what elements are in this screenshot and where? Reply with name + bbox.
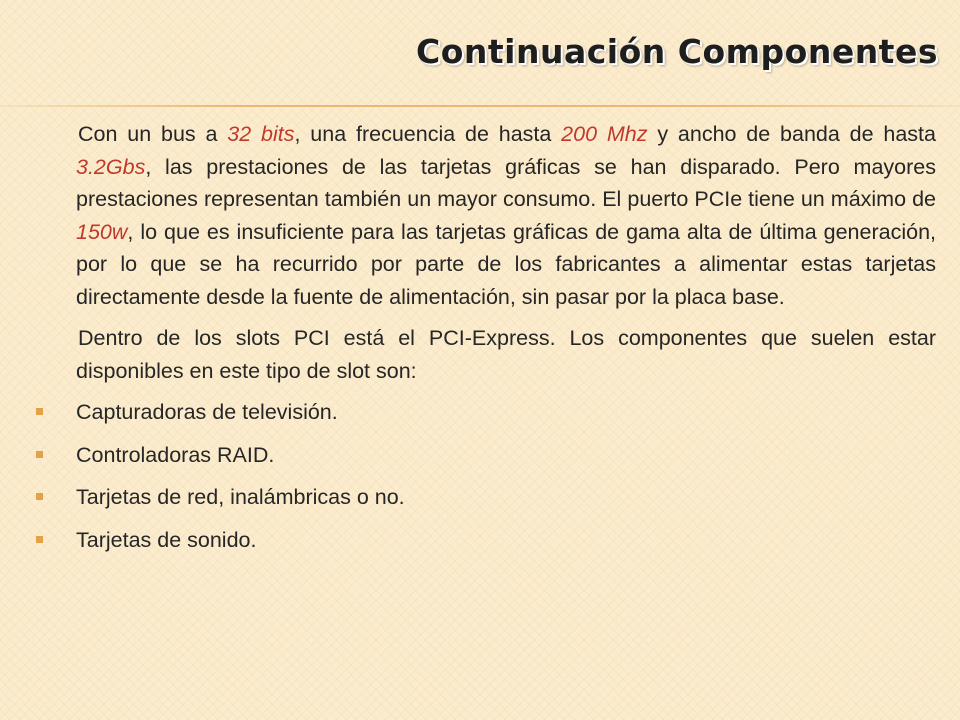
highlight-bandwidth: 3.2Gbs (76, 154, 146, 179)
list-item (76, 481, 936, 524)
list-item-label: Controladoras RAID. (76, 442, 275, 467)
paragraph-text: Con un bus a (78, 122, 228, 146)
list-item-label: Tarjetas de red, inalámbricas o no. (76, 485, 405, 509)
square-bullet-icon (36, 451, 43, 458)
highlight-bus-width: 32 bits (227, 122, 295, 146)
slide-title: Continuación Componentes (416, 32, 938, 71)
component-list (76, 396, 936, 566)
square-bullet-icon (36, 408, 43, 415)
list-item (76, 439, 936, 482)
square-bullet-icon (36, 493, 43, 500)
paragraph-text: , las prestaciones de las tarjetas gráficas se han disparado. Pero mayores prestaciones representan también un mayor consumo. El puerto PCIe tiene un máximo de (76, 154, 936, 211)
list-item (76, 524, 936, 567)
paragraph-text: y ancho de banda de hasta (647, 122, 936, 146)
title-divider (0, 105, 960, 107)
slide-body (76, 118, 936, 566)
paragraph-text: , una frecuencia de hasta (294, 122, 562, 146)
highlight-power: 150w (76, 219, 128, 244)
list-item (76, 396, 936, 439)
paragraph-intro (76, 118, 936, 313)
paragraph-pci: Dentro de los slots PCI está el PCI-Express. Los componentes que suelen estar disponibles en este tipo de slot son: (76, 326, 936, 383)
highlight-frequency: 200 Mhz (561, 122, 648, 146)
square-bullet-icon (36, 536, 43, 543)
list-item-label: Capturadoras de televisión. (76, 400, 338, 424)
list-item-label: Tarjetas de sonido. (76, 527, 257, 552)
paragraph-text: , lo que es insuficiente para las tarjetas gráficas de gama alta de última generación, por lo que se ha recurrido por parte de los fabricantes a alimentar estas tarjetas directamente desde la fuente de alimentación, sin pasar por la placa base. (76, 219, 936, 309)
